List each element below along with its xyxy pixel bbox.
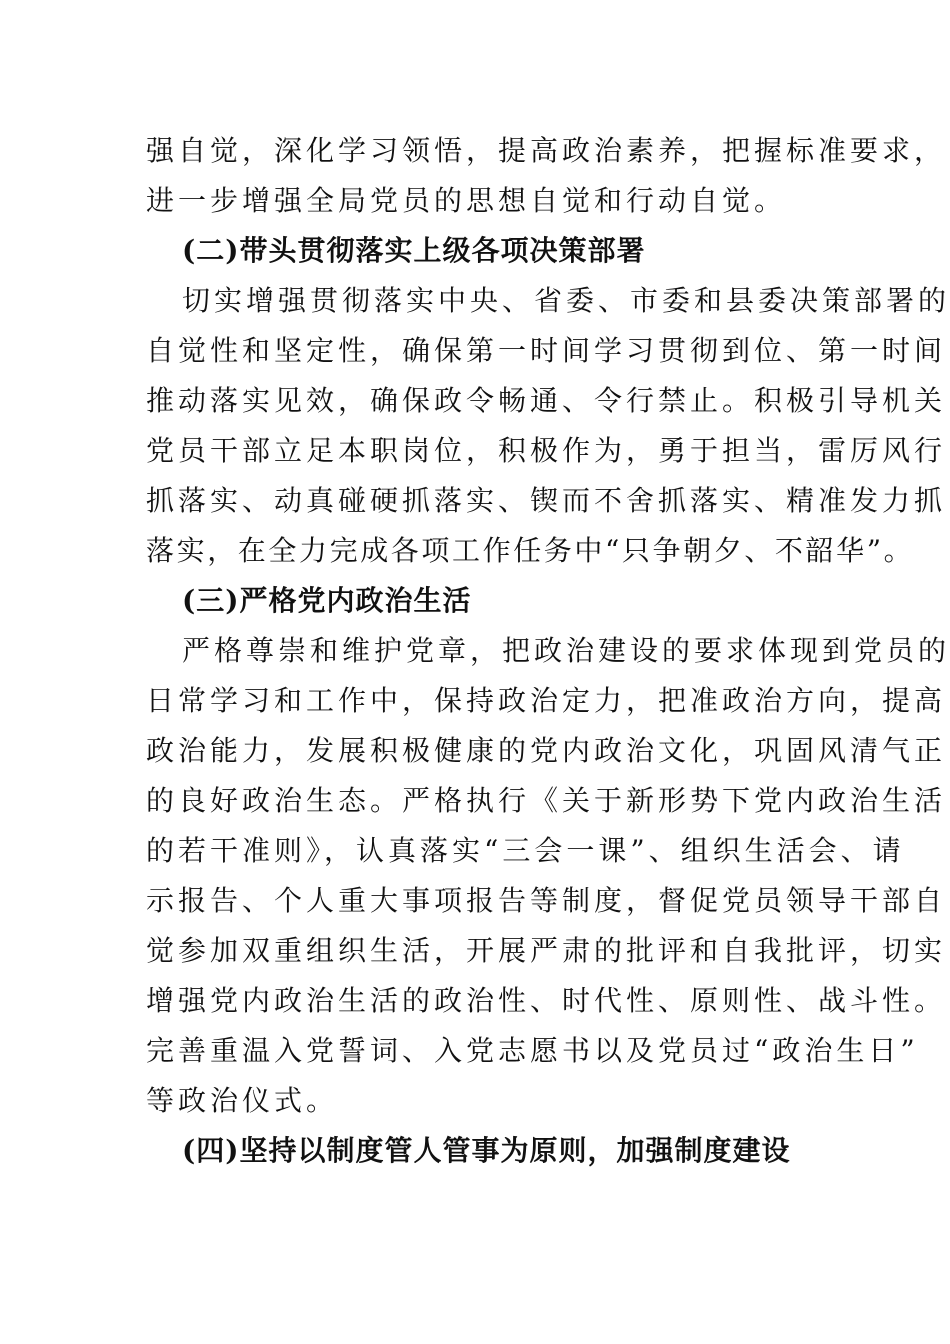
paragraph-line: 增强党内政治生活的政治性、时代性、原则性、战斗性。 <box>146 984 947 1017</box>
section-heading: (三)严格党内政治生活 <box>182 584 472 617</box>
paragraph-line: 切实增强贯彻落实中央、省委、市委和县委决策部署的 <box>182 284 950 317</box>
paragraph-line: 抓落实、动真碰硬抓落实、锲而不舍抓落实、精准发力抓 <box>146 484 947 517</box>
paragraph-line: 落实，在全力完成各项工作任务中“只争朝夕、不韶华”。 <box>146 534 915 567</box>
paragraph-line: 觉参加双重组织生活，开展严肃的批评和自我批评，切实 <box>146 934 947 967</box>
paragraph-line: 进一步增强全局党员的思想自觉和行动自觉。 <box>146 184 787 217</box>
paragraph-line: 日常学习和工作中，保持政治定力，把准政治方向，提高 <box>146 684 947 717</box>
paragraph-line: 等政治仪式。 <box>146 1084 339 1117</box>
paragraph-line: 完善重温入党誓词、入党志愿书以及党员过“政治生日” <box>146 1034 919 1067</box>
paragraph-line: 的良好政治生态。严格执行《关于新形势下党内政治生活 <box>146 784 947 817</box>
paragraph-line: 强自觉，深化学习领悟，提高政治素养，把握标准要求， <box>146 134 947 167</box>
paragraph-line: 党员干部立足本职岗位，积极作为，勇于担当，雷厉风行 <box>146 434 947 467</box>
paragraph-line: 推动落实见效，确保政令畅通、令行禁止。积极引导机关 <box>146 384 947 417</box>
paragraph-line: 自觉性和坚定性，确保第一时间学习贯彻到位、第一时间 <box>146 334 947 367</box>
paragraph-line: 示报告、个人重大事项报告等制度，督促党员领导干部自 <box>146 884 947 917</box>
section-heading: (二)带头贯彻落实上级各项决策部署 <box>182 234 646 267</box>
paragraph-line: 政治能力，发展积极健康的党内政治文化，巩固风清气正 <box>146 734 947 767</box>
section-heading: (四)坚持以制度管人管事为原则，加强制度建设 <box>182 1134 791 1167</box>
paragraph-line: 严格尊崇和维护党章，把政治建设的要求体现到党员的 <box>182 634 950 667</box>
paragraph-line: 的若干准则》，认真落实“三会一课”、组织生活会、请 <box>146 834 905 867</box>
